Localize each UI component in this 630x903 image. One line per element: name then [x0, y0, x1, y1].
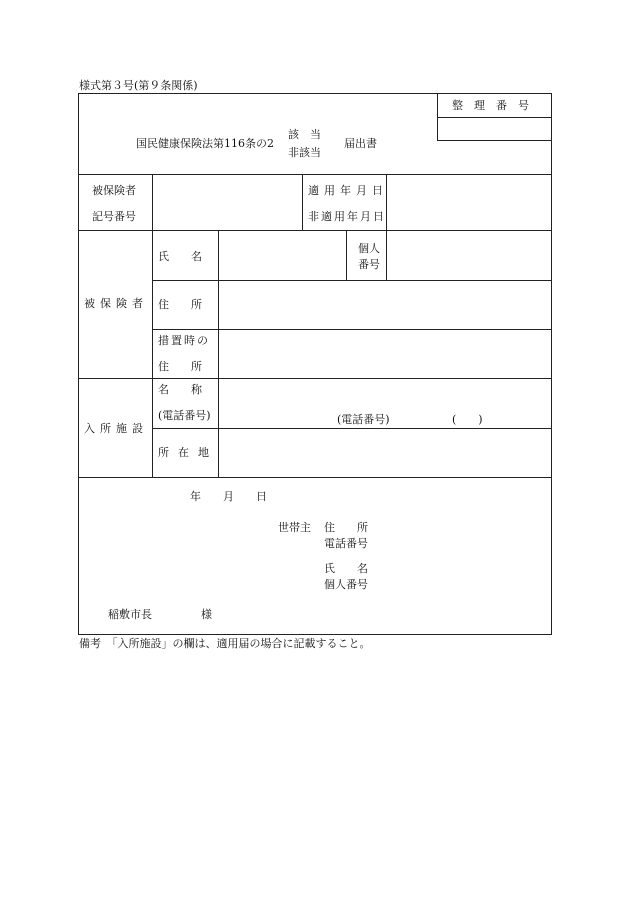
facility-phone-paren: ( ) — [452, 413, 483, 426]
insured-no-field[interactable] — [156, 180, 298, 226]
facility-name-label: 名 称 — [158, 383, 202, 396]
facility-phone-text: (電話番号) — [337, 413, 390, 426]
sama-label: 様 — [201, 608, 212, 621]
insured-no-label-1: 被保険者 — [92, 184, 136, 197]
mayor-label: 稲敷市長 — [108, 608, 152, 621]
facility-location-label: 所在地 — [158, 446, 218, 459]
householder-personal-no-label: 個人番号 — [324, 578, 368, 591]
householder-label: 世帯主 — [278, 521, 311, 534]
title-option-higaito: 非該当 — [288, 146, 321, 159]
personal-no-field[interactable] — [390, 236, 548, 276]
form-label: 様式第３号(第９条関係) — [79, 79, 198, 92]
title-suffix: 届出書 — [344, 137, 377, 150]
insured-name-label: 氏 名 — [158, 250, 202, 263]
householder-name-label: 氏 名 — [324, 562, 368, 575]
householder-phone-label: 電話番号 — [324, 537, 368, 550]
title-option-gaito: 該 当 — [288, 128, 321, 141]
insured-name-field[interactable] — [222, 236, 342, 276]
form-title: 国民健康保険法第116条の2 — [136, 137, 274, 150]
insured-address-label: 住 所 — [158, 298, 202, 311]
measure-address-label-1: 措置時の — [158, 334, 210, 347]
insured-address-field[interactable] — [222, 286, 548, 326]
personal-no-label-2: 番号 — [358, 258, 380, 271]
facility-location-field[interactable] — [222, 433, 548, 473]
insured-no-label-2: 記号番号 — [92, 210, 136, 223]
measure-address-label-2: 住 所 — [158, 360, 202, 373]
date-field[interactable] — [390, 180, 548, 226]
applicable-date-label: 適用年月日 — [308, 184, 388, 197]
not-applicable-date-label: 非適用年月日 — [308, 210, 386, 223]
submit-date: 年 月 日 — [190, 490, 267, 503]
personal-no-label-1: 個人 — [358, 242, 380, 255]
seiri-label: 整 理 番 号 — [452, 99, 529, 112]
measure-address-field[interactable] — [222, 335, 548, 375]
remarks-note: 備考 「入所施設」の欄は、適用届の場合に記載すること。 — [79, 637, 371, 650]
insured-section-label: 被保険者 — [84, 297, 148, 310]
facility-name-field[interactable] — [222, 383, 548, 426]
householder-address-label: 住 所 — [324, 521, 368, 534]
seiri-number-field[interactable] — [440, 122, 548, 136]
facility-section-label: 入所施設 — [84, 422, 148, 435]
facility-phone-label: (電話番号) — [158, 409, 211, 422]
